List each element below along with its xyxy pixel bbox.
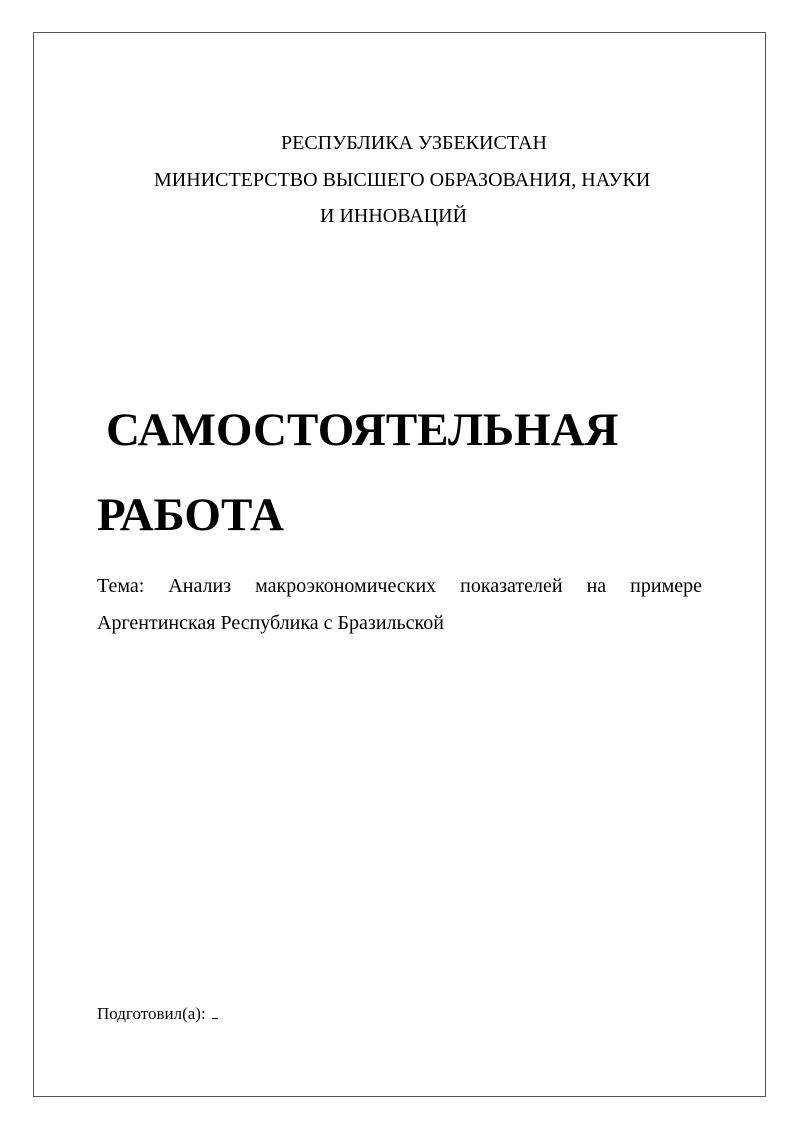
prepared-by-blank-field <box>212 1001 218 1019</box>
country-heading: РЕСПУБЛИКА УЗБЕКИСТАН <box>281 132 547 154</box>
document-title-line-1: САМОСТОЯТЕЛЬНАЯ <box>106 404 619 456</box>
document-title-line-2: РАБОТА <box>97 489 284 541</box>
prepared-by-label: Подготовил(а): <box>97 1004 206 1023</box>
prepared-by-line <box>97 1001 218 1025</box>
topic-paragraph: Тема: Анализ макроэкономических показателей на примере Аргентинская Республика с Бразильской <box>97 575 702 634</box>
ministry-heading-continued: И ИННОВАЦИЙ <box>320 205 468 227</box>
ministry-heading: МИНИСТЕРСТВО ВЫСШЕГО ОБРАЗОВАНИЯ, НАУКИ <box>154 169 651 191</box>
